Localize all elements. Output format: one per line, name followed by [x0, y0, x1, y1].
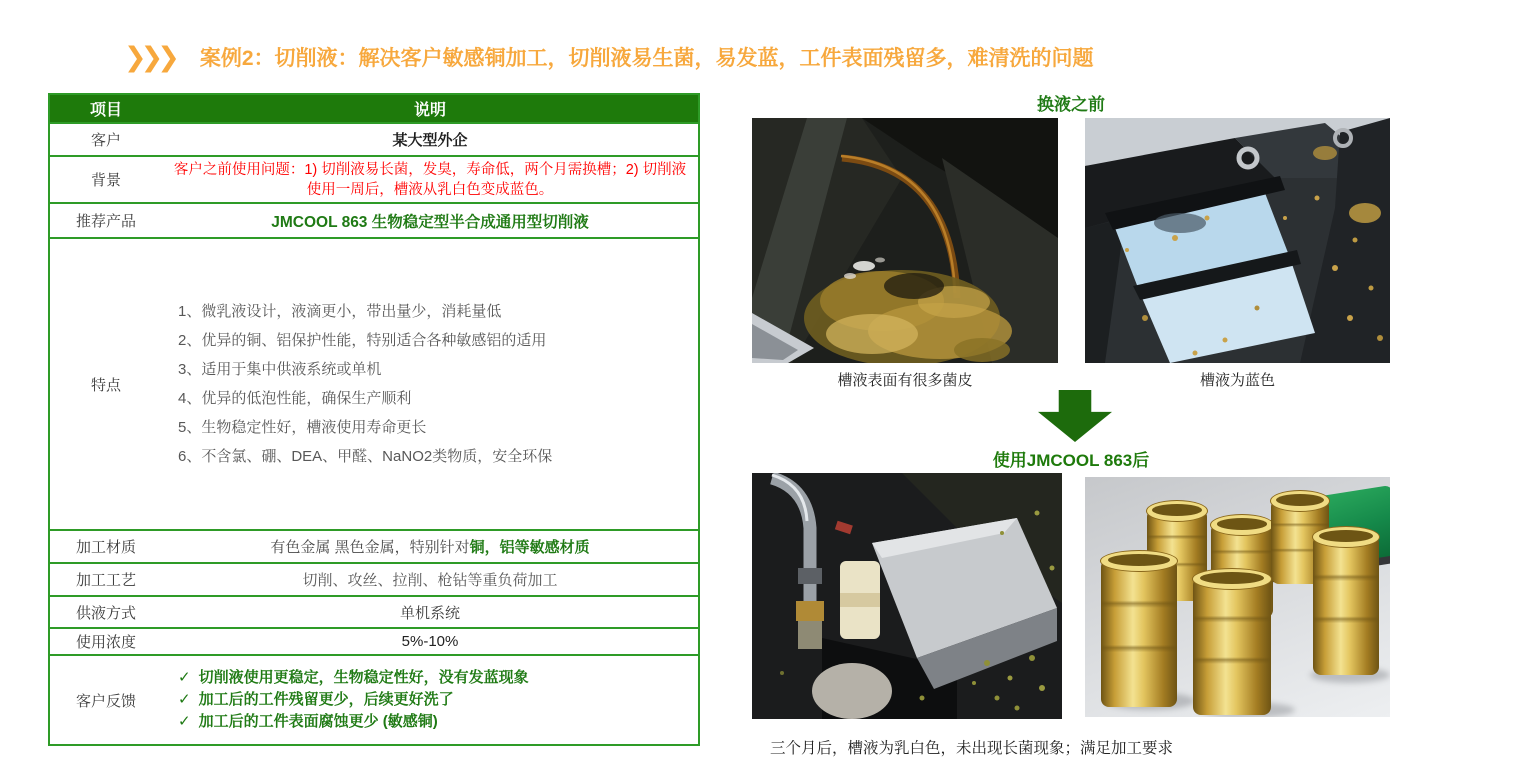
header-description: 说明 — [413, 102, 446, 119]
row-label: 使用浓度 — [75, 634, 136, 651]
process-value: 切削、攻丝、拉削、枪钻等重负荷加工 — [302, 572, 558, 589]
row-label: 客户 — [90, 132, 121, 149]
background-problem-text: 客户之前使用问题：1) 切削液易长菌，发臭，寿命低，两个月需换槽；2) 切削液使用一周后，槽液从乳白色变成蓝色。 — [173, 161, 687, 198]
row-label: 背景 — [90, 172, 121, 189]
feature-item: 6、不含氯、硼、DEA、甲醛、NaNO2类物质，安全环保 — [178, 448, 553, 465]
table-row-customer — [50, 122, 698, 155]
photo-blue-coolant — [1085, 118, 1390, 363]
feature-item: 1、微乳液设计，液滴更小，带出量少，消耗量低 — [178, 303, 502, 320]
table-row-feedback — [50, 654, 698, 744]
table-row-features — [50, 237, 698, 529]
row-label: 推荐产品 — [75, 213, 136, 230]
case-info-table — [48, 93, 700, 746]
feedback-list — [162, 656, 698, 744]
page-title: 案例2：切削液：解决客户敏感铜加工，切削液易生菌，易发蓝，工件表面残留多，难清洗的问题 — [199, 47, 1094, 70]
table-row-supply — [50, 595, 698, 627]
brass-bushing — [1313, 535, 1379, 675]
materials-plain: 有色金属 黑色金属，特别针对 — [270, 539, 470, 556]
feedback-item: ✓ 加工后的工件残留更少，后续更好洗了 — [178, 691, 454, 708]
row-label: 加工材质 — [75, 539, 136, 556]
row-label: 特点 — [90, 376, 121, 394]
check-icon: ✓ — [178, 669, 191, 686]
check-icon: ✓ — [178, 713, 191, 730]
feature-item: 4、优异的低泡性能，确保生产顺利 — [178, 390, 412, 407]
recommended-product: JMCOOL 863 生物稳定型半合成通用型切削液 — [271, 213, 589, 231]
concentration-value: 5%-10% — [401, 633, 459, 650]
feature-item: 5、生物稳定性好，槽液使用寿命更长 — [178, 419, 427, 436]
feature-item: 2、优异的铜、铝保护性能，特别适合各种敏感铝的适用 — [178, 332, 547, 349]
table-row-product — [50, 202, 698, 237]
photo-caption-blue: 槽液为蓝色 — [1199, 372, 1275, 389]
table-header-row — [50, 95, 698, 122]
brass-bushing — [1193, 577, 1271, 715]
customer-value: 某大型外企 — [392, 132, 468, 149]
feature-list — [162, 239, 698, 529]
materials-value — [162, 531, 698, 562]
slide-title-row — [124, 42, 1094, 72]
check-icon: ✓ — [178, 691, 191, 708]
table-row-process — [50, 562, 698, 595]
row-label: 客户反馈 — [75, 692, 136, 710]
feedback-item: ✓ 切削液使用更稳定，生物稳定性好，没有发蓝现象 — [178, 669, 529, 686]
feedback-item: ✓ 加工后的工件表面腐蚀更少 (敏感铜) — [178, 713, 438, 730]
supply-value: 单机系统 — [399, 604, 460, 622]
after-section-label: 使用JMCOOL 863后 — [992, 451, 1150, 470]
triple-chevron-icon: ❯❯❯ — [124, 41, 174, 72]
brass-bushing — [1101, 559, 1177, 707]
feature-item: 3、适用于集中供液系统或单机 — [178, 361, 382, 378]
photo-clean-machine — [752, 473, 1062, 719]
photo-tank-biofilm — [752, 118, 1058, 363]
after-result-caption: 三个月后，槽液为乳白色，未出现长菌现象；满足加工要求 — [770, 740, 1174, 757]
table-row-concentration — [50, 627, 698, 654]
down-arrow-icon — [1038, 390, 1112, 442]
photo-brass-parts — [1085, 477, 1390, 717]
before-section-label: 换液之前 — [1037, 95, 1105, 114]
table-row-background — [50, 155, 698, 202]
row-label: 供液方式 — [75, 604, 136, 622]
header-item: 项目 — [89, 102, 122, 119]
photo-caption-biofilm: 槽液表面有很多菌皮 — [837, 372, 973, 389]
row-label: 加工工艺 — [75, 572, 136, 589]
table-row-materials — [50, 529, 698, 562]
materials-highlight: 铜，铝等敏感材质 — [469, 539, 590, 556]
